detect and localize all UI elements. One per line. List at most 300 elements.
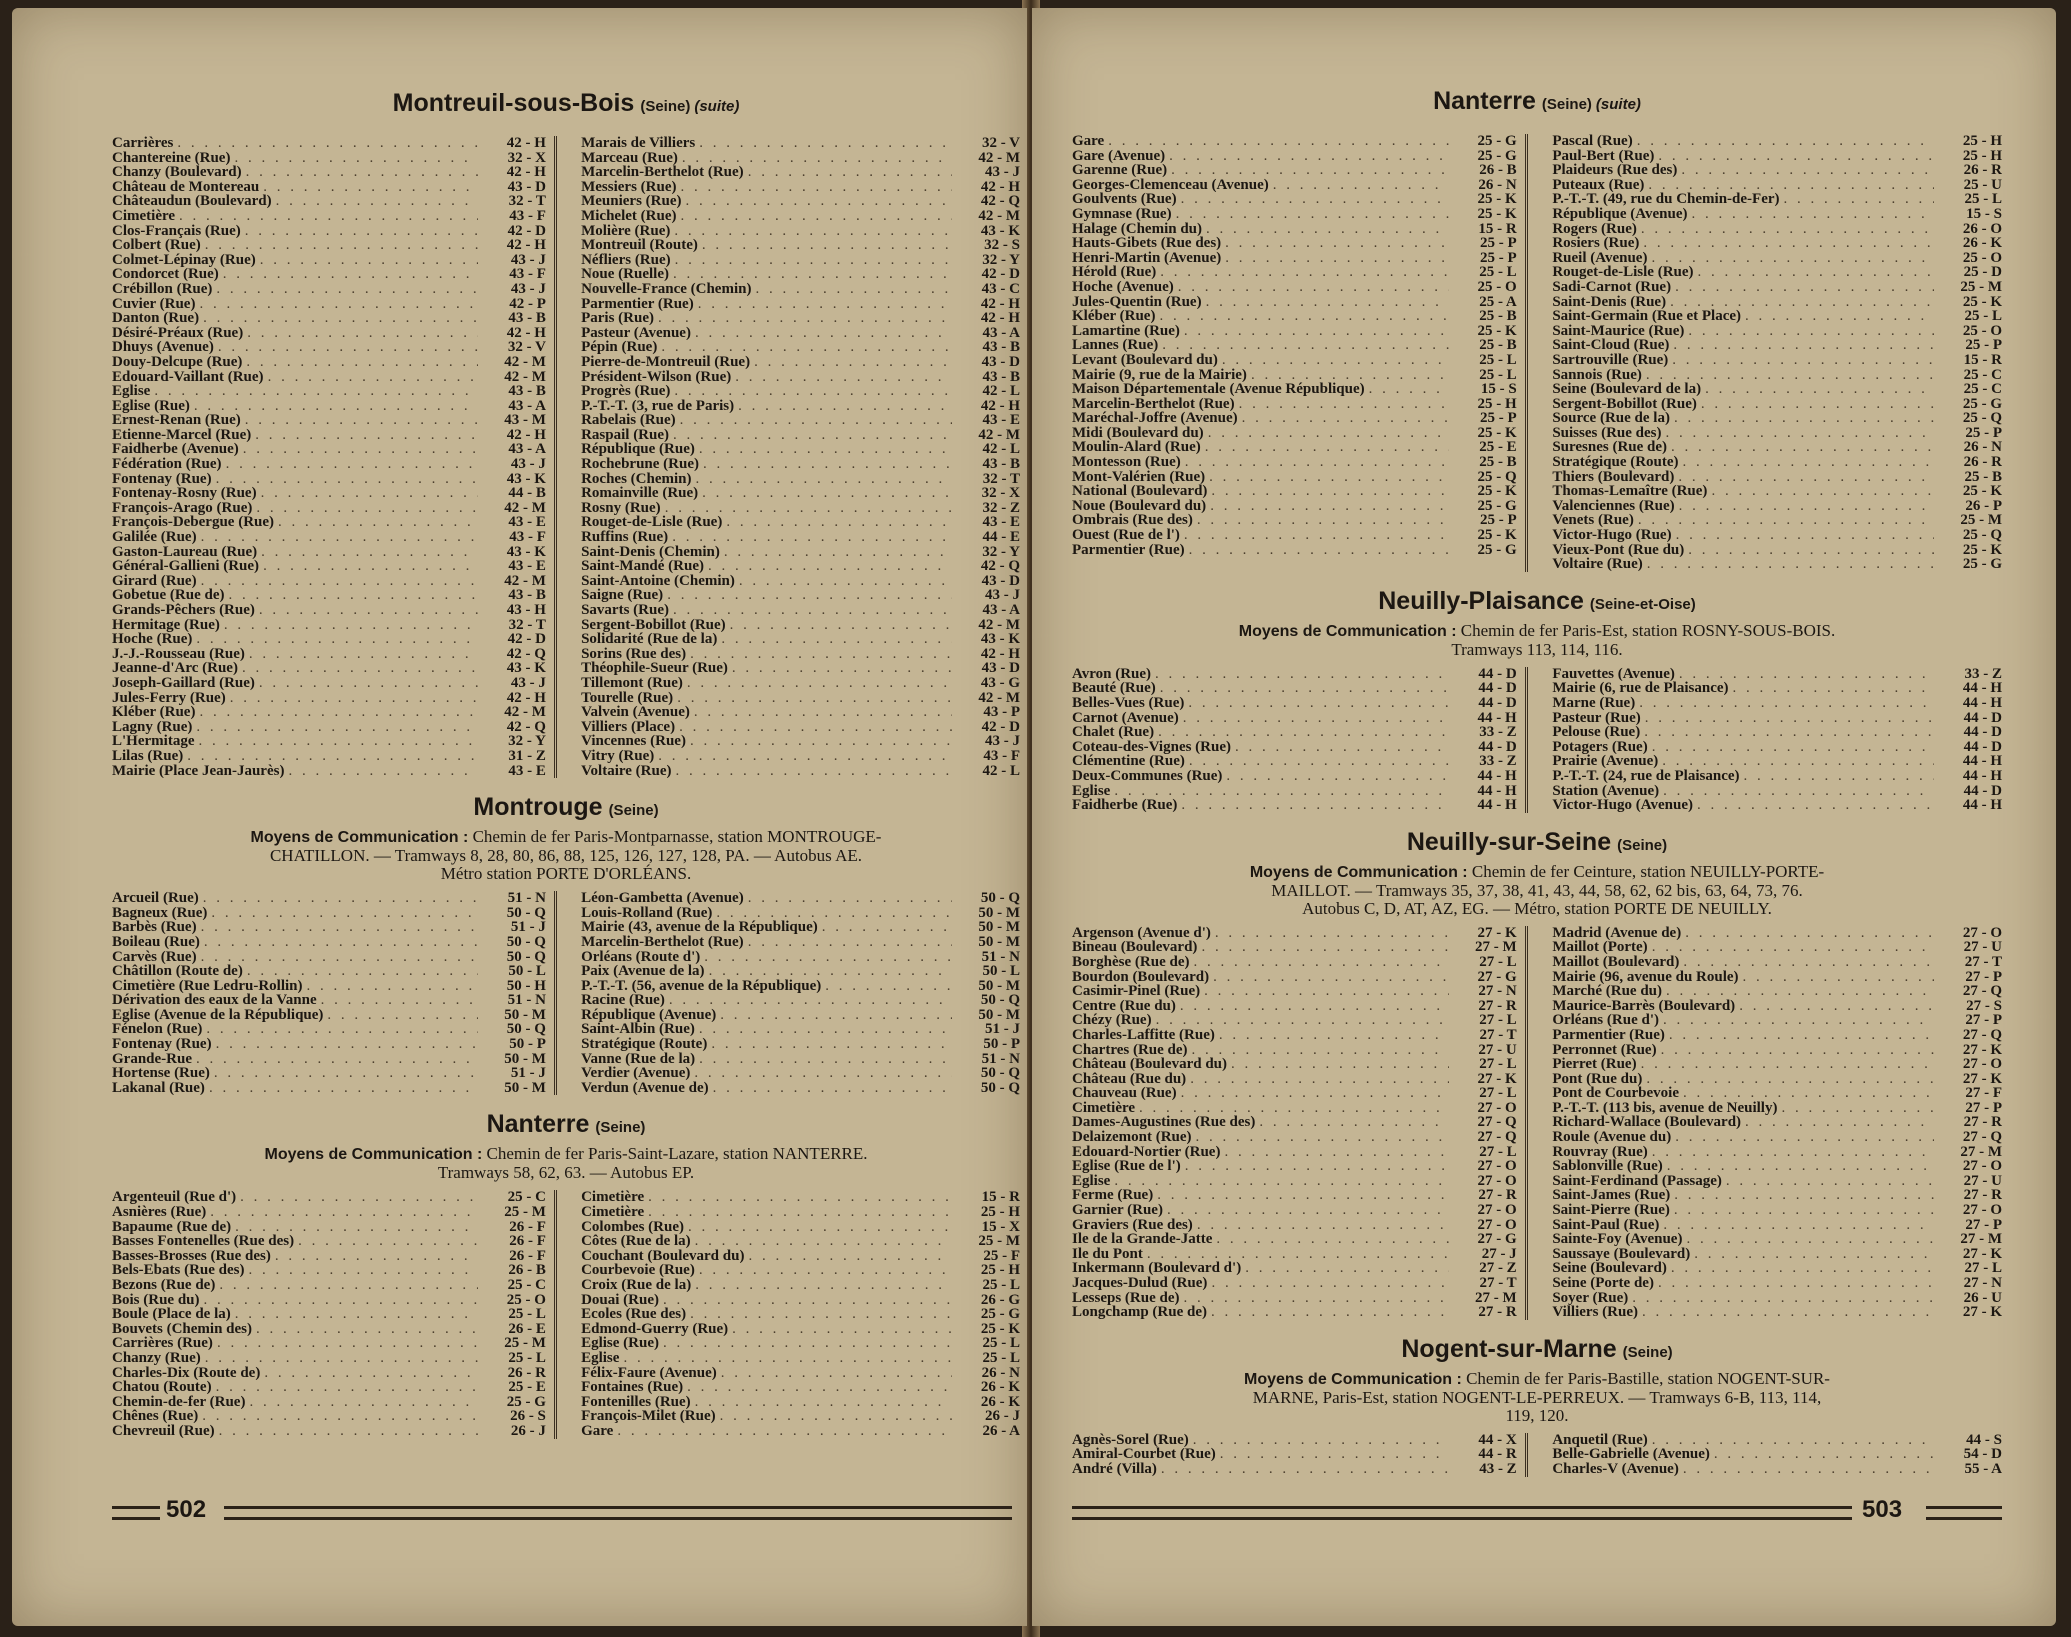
street-entry	[581, 705, 1020, 720]
street-name: Bapaume (Rue de)	[112, 1219, 232, 1235]
street-entry	[112, 530, 546, 545]
street-entry	[1072, 353, 1517, 368]
spacer	[112, 778, 1020, 792]
spacer	[112, 122, 1020, 136]
street-entry	[112, 1424, 546, 1439]
map-grid-ref: 43 - K	[506, 471, 546, 487]
street-entry	[581, 734, 1020, 749]
street-entry	[112, 1351, 546, 1366]
street-name: Rouget-de-Lisle (Rue)	[1552, 265, 1694, 280]
map-grid-ref: 26 - R	[507, 1365, 546, 1381]
map-grid-ref: 27 - R	[1478, 1305, 1517, 1320]
street-name: Tourelle (Rue)	[581, 690, 674, 706]
map-grid-ref: 25 - G	[1477, 134, 1517, 149]
street-entry	[1072, 1086, 1517, 1101]
map-grid-ref: 32 - T	[508, 617, 546, 633]
street-name: Richard-Wallace (Boulevard)	[1552, 1115, 1742, 1131]
transport-line: Chemin de fer Paris-Saint-Lazare, station NANTERRE.	[486, 1144, 868, 1164]
leader-dots	[1185, 455, 1449, 470]
street-entry	[1072, 484, 1517, 499]
map-grid-ref: 50 - L	[508, 964, 546, 979]
street-entry	[1552, 134, 2002, 149]
leader-dots	[263, 559, 478, 574]
transport-line: Tramways 113, 114, 116.	[1451, 639, 1623, 659]
street-name: Marne (Rue)	[1552, 696, 1636, 711]
leader-dots	[748, 935, 952, 950]
map-grid-ref: 25 - K	[1477, 192, 1517, 207]
map-grid-ref: 42 - M	[504, 500, 546, 516]
street-entry	[1552, 1433, 2002, 1448]
map-grid-ref: 42 - H	[506, 325, 546, 341]
leader-dots	[1686, 1232, 1934, 1247]
street-entry	[581, 1307, 1020, 1322]
leader-dots	[663, 1336, 952, 1351]
street-entry	[581, 311, 1020, 326]
street-column	[575, 891, 1020, 1095]
map-grid-ref: 15 - S	[1966, 206, 2002, 222]
street-name: Saint-Cloud (Rue)	[1552, 338, 1670, 353]
street-entry	[1552, 280, 2002, 295]
street-name: Saint-Denis (Rue)	[1552, 294, 1667, 310]
street-name: Sadi-Carnot (Rue)	[1552, 279, 1672, 295]
street-entry	[581, 1022, 1020, 1037]
street-entry	[112, 1220, 546, 1235]
street-name: Saint-Mandé (Rue)	[581, 559, 705, 574]
map-grid-ref: 25 - L	[982, 1278, 1020, 1293]
street-entry	[581, 964, 1020, 979]
map-grid-ref: 43 - F	[509, 530, 546, 545]
map-grid-ref: 25 - O	[1962, 250, 2002, 266]
map-grid-ref: 25 - M	[1960, 279, 2002, 295]
map-grid-ref: 44 - B	[508, 486, 546, 501]
street-name: Désiré-Préaux (Rue)	[112, 325, 244, 341]
street-name: Chauveau (Rue)	[1072, 1086, 1177, 1101]
street-name: Saigne (Rue)	[581, 588, 664, 603]
leader-dots	[658, 311, 952, 326]
map-grid-ref: 25 - K	[1477, 528, 1517, 543]
leader-dots	[202, 1409, 478, 1424]
street-name: Douy-Delcupe (Rue)	[112, 354, 243, 370]
street-name: Ombrais (Rue des)	[1072, 513, 1193, 529]
leader-dots	[735, 370, 952, 385]
map-grid-ref: 43 - A	[508, 398, 546, 414]
street-name: Paris (Rue)	[581, 311, 654, 326]
leader-dots	[210, 1205, 478, 1220]
street-name: Maison Départementale (Avenue République)	[1072, 382, 1365, 397]
map-grid-ref: 43 - D	[507, 179, 546, 195]
street-entry	[1552, 940, 2002, 955]
map-grid-ref: 44 - D	[1478, 681, 1517, 696]
map-grid-ref: 26 - O	[1962, 221, 2002, 237]
street-entry	[1552, 557, 2002, 572]
street-entry	[1072, 696, 1517, 711]
street-entry	[1072, 499, 1517, 514]
street-name: République (Avenue)	[1552, 206, 1688, 222]
leader-dots	[204, 935, 478, 950]
map-grid-ref: 44 - X	[1478, 1432, 1517, 1448]
map-grid-ref: 27 - N	[1478, 984, 1517, 999]
street-name: Orléans (Route d')	[581, 949, 701, 965]
transport-line: MARNE, Paris-Est, station NOGENT-LE-PERREUX. — Tramways 6-B, 113, 114,	[1252, 1387, 1822, 1407]
map-grid-ref: 26 - R	[1963, 163, 2002, 178]
map-grid-ref: 50 - L	[982, 964, 1020, 979]
left-page	[12, 8, 1027, 1626]
street-name: Deux-Communes (Rue)	[1072, 768, 1223, 784]
map-grid-ref: 43 - B	[982, 340, 1020, 355]
street-name: Château (Boulevard du)	[1072, 1057, 1228, 1072]
street-column	[1072, 667, 1528, 813]
street-name: Halage (Chemin du)	[1072, 221, 1203, 237]
street-name: Gobetue (Rue de)	[112, 588, 225, 603]
street-index	[1072, 667, 2002, 813]
street-name: Carnot (Avenue)	[1072, 710, 1179, 726]
leader-dots	[738, 399, 952, 414]
street-name: Mairie (6, rue de Plaisance)	[1552, 681, 1729, 696]
street-entry	[581, 1322, 1020, 1337]
leader-dots	[698, 297, 952, 312]
street-entry	[1072, 411, 1517, 426]
street-entry	[112, 486, 546, 501]
street-entry	[1552, 1447, 2002, 1462]
street-name: Faidherbe (Rue)	[1072, 798, 1178, 813]
leader-dots	[1733, 681, 1934, 696]
street-entry	[112, 311, 546, 326]
leader-dots	[1705, 382, 1934, 397]
commune-title	[1072, 1334, 2002, 1368]
leader-dots	[1658, 149, 1934, 164]
commune-title	[1072, 86, 2002, 120]
transport-info	[1072, 622, 2002, 659]
commune-section	[1072, 827, 2002, 1334]
map-grid-ref: 32 - Y	[982, 252, 1020, 268]
street-entry	[112, 764, 546, 779]
street-name: Rouvray (Rue)	[1552, 1144, 1648, 1160]
street-name: P.-T.-T. (49, rue du Chemin-de-Fer)	[1552, 192, 1780, 207]
street-entry	[1552, 543, 2002, 558]
map-grid-ref: 31 - Z	[508, 748, 546, 764]
map-grid-ref: 26 - B	[508, 1263, 546, 1278]
leader-dots	[720, 1409, 952, 1424]
map-grid-ref: 27 - Q	[1962, 984, 2002, 999]
map-grid-ref: 42 - D	[507, 632, 546, 647]
street-entry	[1072, 1247, 1517, 1262]
street-entry	[581, 559, 1020, 574]
street-name: Pont de Courbevoie	[1552, 1086, 1679, 1101]
map-grid-ref: 42 - M	[978, 617, 1020, 633]
map-grid-ref: 26 - J	[510, 1423, 546, 1439]
street-name: Cuvier (Rue)	[112, 296, 196, 312]
map-grid-ref: 25 - M	[1960, 513, 2002, 529]
street-entry	[1552, 368, 2002, 383]
street-entry	[581, 661, 1020, 676]
leader-dots	[278, 515, 478, 530]
street-name: Edouard-Vaillant (Rue)	[112, 369, 264, 385]
leader-dots	[1147, 1247, 1449, 1262]
leader-dots	[1235, 740, 1449, 755]
leader-dots	[1781, 1101, 1934, 1116]
leader-dots	[699, 1052, 952, 1067]
map-grid-ref: 25 - B	[1479, 338, 1517, 353]
street-name: Belles-Vues (Rue)	[1072, 696, 1185, 711]
street-name: Danton (Rue)	[112, 311, 200, 326]
street-name: Fédération (Rue)	[112, 457, 222, 472]
map-grid-ref: 27 - Q	[1962, 1130, 2002, 1145]
street-entry	[1072, 440, 1517, 455]
street-name: Chemin-de-fer (Rue)	[112, 1394, 246, 1410]
leader-dots	[1676, 528, 1934, 543]
street-name: Solidarité (Rue de la)	[581, 632, 718, 647]
street-name: Cimetière	[1072, 1100, 1136, 1116]
street-name: Hoche (Avenue)	[1072, 279, 1174, 295]
street-name: Cimetière	[581, 1205, 645, 1220]
street-entry	[581, 457, 1020, 472]
street-entry	[1072, 754, 1517, 769]
street-column	[1546, 134, 2002, 572]
leader-dots	[194, 399, 478, 414]
leader-dots	[1193, 1433, 1449, 1448]
street-name: National (Boulevard)	[1072, 484, 1208, 499]
map-grid-ref: 25 - O	[1962, 323, 2002, 339]
map-grid-ref: 25 - L	[1964, 192, 2002, 207]
map-grid-ref: 27 - O	[1477, 1159, 1517, 1174]
street-name: Fontenay (Rue)	[112, 471, 212, 487]
street-entry	[581, 151, 1020, 166]
map-grid-ref: 43 - J	[985, 734, 1020, 749]
street-entry	[581, 238, 1020, 253]
street-name: Saint-Pierre (Rue)	[1552, 1203, 1670, 1218]
transport-info	[112, 1145, 1020, 1182]
street-name: Valenciennes (Rue)	[1552, 498, 1675, 514]
street-name: Saint-Antoine (Chemin)	[581, 573, 735, 589]
map-grid-ref: 27 - R	[1478, 1188, 1517, 1204]
spacer	[112, 1095, 1020, 1109]
street-name: Chézy (Rue)	[1072, 1013, 1152, 1028]
street-entry	[581, 165, 1020, 180]
leader-dots	[1251, 368, 1449, 383]
street-name: Marché (Rue du)	[1552, 984, 1663, 999]
street-entry	[1072, 513, 1517, 528]
street-entry	[112, 209, 546, 224]
street-name: Inkermann (Boulevard d')	[1072, 1261, 1242, 1276]
map-grid-ref: 33 - Z	[1964, 666, 2002, 682]
leader-dots	[699, 442, 952, 457]
map-grid-ref: 27 - O	[1477, 1203, 1517, 1218]
map-grid-ref: 27 - O	[1962, 1057, 2002, 1072]
leader-dots	[673, 267, 952, 282]
street-name: Maillot (Porte)	[1552, 940, 1648, 955]
street-name: Ecoles (Rue des)	[581, 1307, 687, 1322]
map-grid-ref: 27 - M	[1960, 1232, 2002, 1247]
street-entry	[112, 588, 546, 603]
street-entry	[1072, 1174, 1517, 1189]
street-name: Saint-Paul (Rue)	[1552, 1217, 1660, 1233]
leader-dots	[1162, 338, 1448, 353]
street-entry	[112, 224, 546, 239]
map-grid-ref: 27 - L	[1479, 1086, 1517, 1101]
leader-dots	[1245, 1261, 1448, 1276]
street-column	[112, 136, 557, 778]
map-grid-ref: 43 - E	[508, 515, 546, 531]
street-entry	[581, 1052, 1020, 1067]
map-grid-ref: 27 - S	[1966, 998, 2002, 1014]
street-entry	[112, 603, 546, 618]
street-entry	[1552, 353, 2002, 368]
street-entry	[1552, 1462, 2002, 1477]
commune-department: (Seine-et-Oise)	[1589, 595, 1696, 613]
map-grid-ref: 25 - M	[504, 1205, 546, 1220]
street-entry	[1552, 338, 2002, 353]
spacer	[1072, 572, 2002, 586]
street-name: Seine (Boulevard de la)	[1552, 382, 1702, 397]
leader-dots	[218, 340, 478, 355]
street-name: Ernest-Renan (Rue)	[112, 413, 241, 428]
street-name: Kléber (Rue)	[112, 705, 196, 720]
leader-dots	[1667, 1159, 1934, 1174]
street-entry	[112, 1409, 546, 1424]
leader-dots	[1643, 236, 1934, 251]
leader-dots	[1259, 1115, 1448, 1130]
leader-dots	[249, 647, 478, 662]
street-entry	[581, 691, 1020, 706]
map-grid-ref: 44 - D	[1478, 666, 1517, 682]
leader-dots	[730, 618, 952, 633]
map-grid-ref: 27 - Q	[1962, 1027, 2002, 1043]
street-name: Cimetière (Rue Ledru-Rollin)	[112, 978, 303, 994]
street-name: Fontenay (Rue)	[112, 1037, 212, 1052]
street-name: Moulin-Alard (Rue)	[1072, 440, 1201, 456]
leader-dots	[1644, 725, 1934, 740]
street-entry	[112, 1022, 546, 1037]
street-entry	[112, 515, 546, 530]
street-entry	[581, 253, 1020, 268]
leader-dots	[201, 920, 478, 935]
leader-dots	[694, 1066, 952, 1081]
street-entry	[1072, 338, 1517, 353]
street-name: Félix-Faure (Avenue)	[581, 1365, 717, 1381]
map-grid-ref: 42 - M	[978, 690, 1020, 706]
leader-dots	[261, 486, 478, 501]
leader-dots	[1651, 251, 1934, 266]
leader-dots	[201, 574, 478, 589]
street-entry	[112, 165, 546, 180]
street-entry	[581, 647, 1020, 662]
map-grid-ref: 26 - P	[1965, 498, 2002, 514]
street-entry	[581, 136, 1020, 151]
street-entry	[112, 428, 546, 443]
street-entry	[581, 920, 1020, 935]
map-grid-ref: 27 - O	[1477, 1217, 1517, 1233]
street-name: Eglise (Avenue de la République)	[112, 1007, 324, 1023]
leader-dots	[822, 920, 952, 935]
street-name: Ouest (Rue de l')	[1072, 528, 1180, 543]
street-name: Georges-Clemenceau (Avenue)	[1072, 177, 1269, 193]
leader-dots	[1183, 711, 1449, 726]
map-grid-ref: 42 - M	[504, 573, 546, 589]
street-entry	[1072, 251, 1517, 266]
street-entry	[1552, 926, 2002, 941]
leader-dots	[1652, 1145, 1934, 1160]
leader-dots	[196, 632, 478, 647]
street-entry	[581, 979, 1020, 994]
street-name: Hoche (Rue)	[112, 632, 193, 647]
street-entry	[1552, 1159, 2002, 1174]
map-grid-ref: 43 - C	[981, 281, 1020, 297]
leader-dots	[1679, 667, 1934, 682]
street-entry	[1552, 984, 2002, 999]
map-grid-ref: 44 - D	[1963, 725, 2002, 740]
street-name: Boileau (Rue)	[112, 934, 200, 950]
map-grid-ref: 25 - E	[508, 1380, 546, 1395]
street-name: P.-T.-T. (56, avenue de la République)	[581, 978, 822, 994]
street-entry	[1552, 1115, 2002, 1130]
street-name: Carrières (Rue)	[112, 1336, 213, 1351]
street-entry	[1072, 265, 1517, 280]
map-grid-ref: 27 - L	[1479, 954, 1517, 970]
map-grid-ref: 43 - B	[508, 384, 546, 399]
map-grid-ref: 43 - K	[980, 223, 1020, 239]
map-grid-ref: 42 - P	[509, 296, 546, 312]
street-name: Marcelin-Berthelot (Rue)	[1072, 396, 1235, 412]
commune-department: (Seine)	[595, 1119, 646, 1137]
leader-dots	[1171, 163, 1449, 178]
footer-rule	[112, 1506, 160, 1520]
street-name: Saint-Ferdinand (Passage)	[1552, 1173, 1722, 1189]
street-entry	[581, 194, 1020, 209]
map-grid-ref: 44 - H	[1962, 754, 2002, 769]
leader-dots	[1193, 955, 1448, 970]
street-name: Hortense (Rue)	[112, 1066, 210, 1081]
leader-dots	[704, 950, 952, 965]
leader-dots	[1114, 1174, 1448, 1189]
leader-dots	[199, 705, 477, 720]
street-name: Roule (Avenue du)	[1552, 1130, 1672, 1145]
leader-dots	[1675, 1130, 1934, 1145]
leader-dots	[1639, 696, 1934, 711]
footer-rule	[1072, 1506, 1852, 1520]
map-grid-ref: 25 - P	[1480, 236, 1517, 251]
street-entry	[1072, 725, 1517, 740]
street-name: Dhuys (Avenue)	[112, 340, 214, 355]
street-name: Madrid (Avenue de)	[1552, 925, 1682, 941]
map-grid-ref: 50 - P	[509, 1037, 546, 1052]
page-footer	[112, 1496, 1012, 1526]
leader-dots	[726, 515, 952, 530]
leader-dots	[690, 647, 952, 662]
street-name: Colmet-Lépinay (Rue)	[112, 252, 256, 268]
street-name: Barbès (Rue)	[112, 920, 197, 935]
leader-dots	[748, 1249, 952, 1264]
leader-dots	[263, 180, 478, 195]
street-name: Eglise	[112, 384, 151, 399]
street-entry	[112, 1263, 546, 1278]
leader-dots	[1242, 411, 1449, 426]
street-name: Noue (Ruelle)	[581, 267, 669, 282]
map-grid-ref: 25 - H	[980, 1205, 1020, 1220]
street-name: Eglise (Rue)	[581, 1336, 660, 1351]
street-name: Verdier (Avenue)	[581, 1066, 691, 1081]
map-grid-ref: 15 - X	[981, 1219, 1020, 1235]
leader-dots	[198, 734, 477, 749]
street-name: Pasteur (Rue)	[1552, 710, 1641, 726]
leader-dots	[179, 209, 478, 224]
street-entry	[112, 194, 546, 209]
leader-dots	[1201, 940, 1448, 955]
street-name: Châteaudun (Boulevard)	[112, 194, 272, 209]
street-name: Edouard-Nortier (Rue)	[1072, 1144, 1221, 1160]
map-grid-ref: 50 - Q	[980, 891, 1020, 906]
street-entry	[112, 920, 546, 935]
street-name: Saint-Maurice (Rue)	[1552, 323, 1685, 339]
